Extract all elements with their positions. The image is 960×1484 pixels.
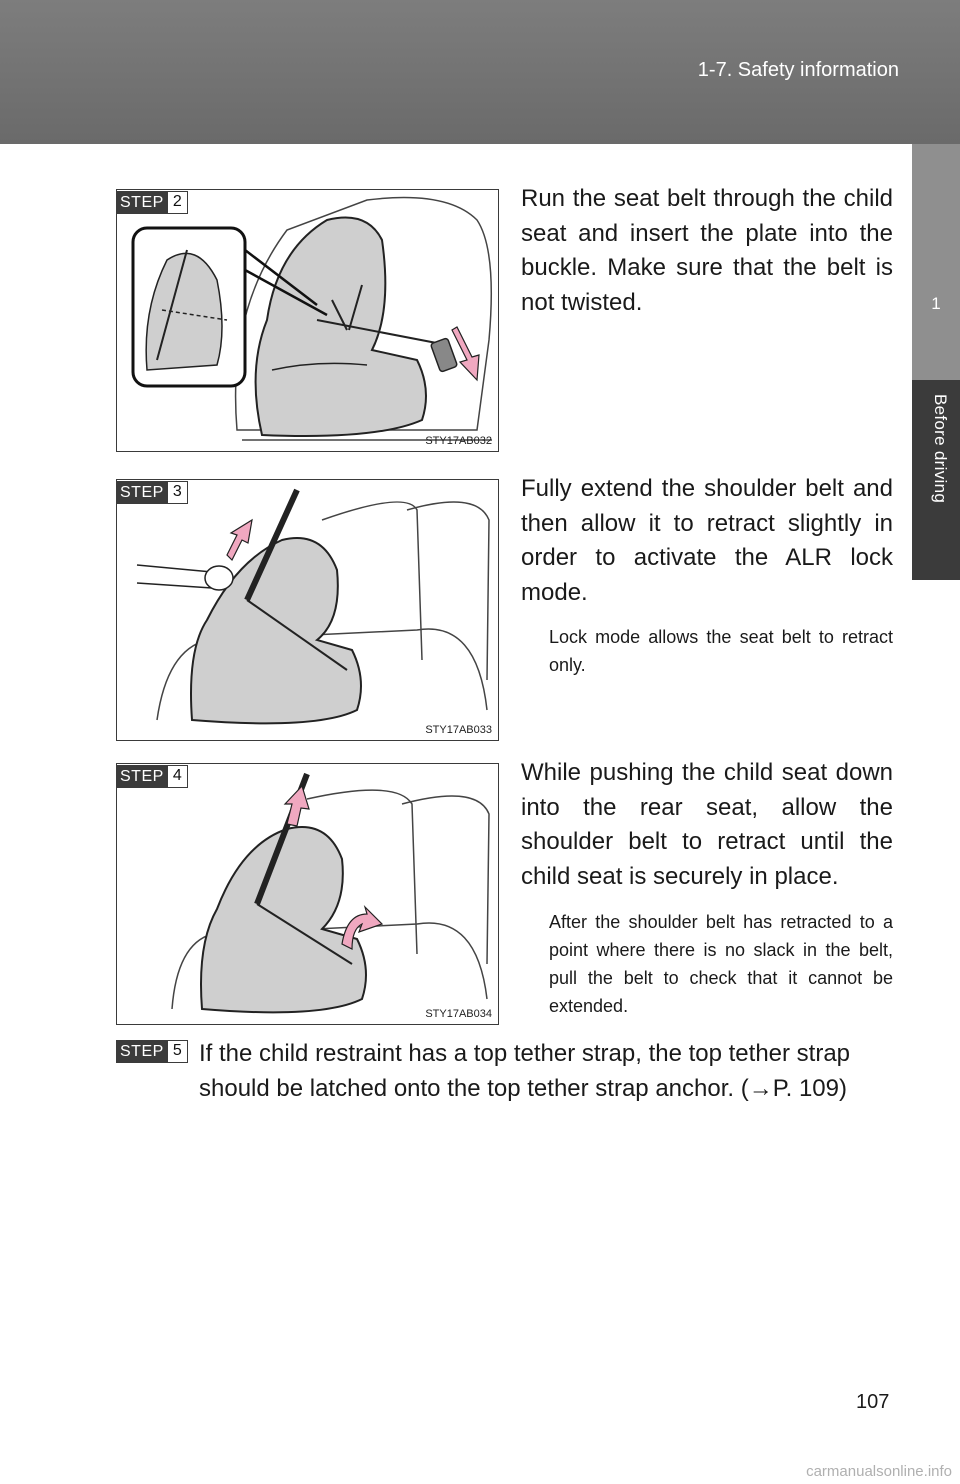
step-number: 2 bbox=[168, 191, 188, 214]
figure-step-2 bbox=[116, 189, 499, 452]
chapter-title: Before driving bbox=[931, 394, 950, 504]
figure-code: STY17AB033 bbox=[425, 724, 492, 736]
chapter-number: 1 bbox=[931, 294, 941, 313]
section-title: 1-7. Safety information bbox=[697, 59, 899, 81]
step-number: 5 bbox=[168, 1040, 188, 1063]
secure-seat-illustration bbox=[117, 764, 499, 1025]
step-4-note: After the shoulder belt has retracted to a point where there is no slack in the belt, pull the belt to check that it cannot be extended. bbox=[549, 912, 893, 1016]
step-3-note: Lock mode allows the seat belt to retract only. bbox=[549, 627, 893, 675]
step-number: 3 bbox=[168, 481, 188, 504]
figure-step-4 bbox=[116, 763, 499, 1025]
step-label: STEP bbox=[116, 765, 168, 788]
step-4-text: While pushing the child seat down into the rear seat, allow the shoulder belt to retract until the child seat is securely in place. bbox=[521, 759, 893, 890]
step-2-badge bbox=[116, 191, 188, 214]
step-3-badge bbox=[116, 481, 188, 504]
step-number: 4 bbox=[168, 765, 188, 788]
step-label: STEP bbox=[116, 191, 168, 214]
figure-code: STY17AB032 bbox=[425, 435, 492, 447]
page-number: 107 bbox=[856, 1391, 890, 1413]
step-4-badge bbox=[116, 765, 188, 788]
child-seat-belt-illustration bbox=[117, 190, 499, 452]
page-header bbox=[0, 0, 960, 144]
step-label: STEP bbox=[116, 481, 168, 504]
step-5-text: If the child restraint has a top tether strap, the top tether strap should be latched onto the top tether strap anchor. (→P. 109) bbox=[199, 1040, 851, 1102]
figure-code: STY17AB034 bbox=[425, 1008, 492, 1020]
watermark: carmanualsonline.info bbox=[806, 1463, 952, 1480]
chapter-tab bbox=[912, 144, 960, 1484]
step-5-badge bbox=[116, 1040, 188, 1063]
step-label: STEP bbox=[116, 1040, 168, 1063]
step-3-text: Fully extend the shoulder belt and then allow it to retract slightly in order to activate the ALR lock mode. bbox=[521, 475, 893, 606]
chapter-number-box bbox=[912, 144, 960, 380]
figure-step-3 bbox=[116, 479, 499, 741]
shoulder-belt-illustration bbox=[117, 480, 499, 741]
step-2-text: Run the seat belt through the child seat and insert the plate into the buckle. Make sure that the belt is not twisted. bbox=[521, 185, 893, 316]
